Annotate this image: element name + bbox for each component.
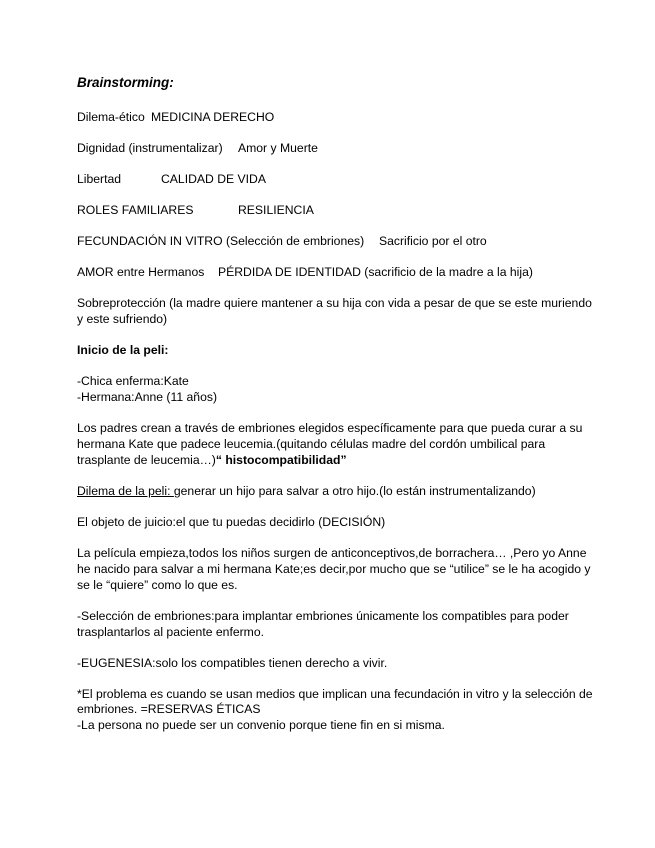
doc-title: Brainstorming: — [77, 75, 174, 90]
paragraph-line: se le “quiere” como lo que es. — [77, 578, 238, 592]
paragraph-line: -Selección de embriones:para implantar embriones únicamente los compatibles para poder — [77, 609, 569, 623]
list-item: -Chica enferma:Kate — [77, 374, 189, 388]
paragraph-line: y este sufriendo) — [77, 312, 168, 326]
row-text-left: Dilema-ético — [77, 110, 145, 124]
paragraph-line: he nacido para salvar a mi hermana Kate;es decir,por mucho que se “utilice” se le ha acogido y — [77, 562, 591, 576]
row-text-left: AMOR entre Hermanos — [77, 265, 205, 279]
underlined-label: Dilema de la peli: — [77, 484, 174, 498]
row-text-left: ROLES FAMILIARES — [77, 203, 194, 217]
paragraph-line: El objeto de juicio:el que tu puedas decidirlo (DECISIÓN) — [77, 515, 386, 529]
paragraph-text: trasplante de leucemia…) — [77, 453, 216, 467]
paragraph-line: Sobreprotección (la madre quiere mantener a su hija con vida a pesar de que se este muriendo — [77, 296, 592, 310]
paragraph-line: *El problema es cuando se usan medios que implican una fecundación in vitro y la selección de — [77, 687, 593, 701]
row-text-left: FECUNDACIÓN IN VITRO (Selección de embriones) — [77, 234, 365, 248]
row-text-right: PÉRDIDA DE IDENTIDAD (sacrificio de la madre a la hija) — [218, 265, 533, 279]
paragraph-line: embriones. =RESERVAS ÉTICAS — [77, 702, 261, 716]
paragraph-text: generar un hijo para salvar a otro hijo.(lo están instrumentalizando) — [173, 484, 536, 498]
row-amor — [77, 264, 533, 280]
paragraph-line: -La persona no puede ser un convenio porque tiene fin en si misma. — [77, 718, 445, 732]
row-libertad — [77, 171, 266, 187]
paragraph-line: hermana Kate que padece leucemia.(quitando células madre del cordón umbilical para — [77, 437, 546, 451]
paragraph-line: trasplantarlos al paciente enfermo. — [77, 625, 264, 639]
row-text-right: MEDICINA DERECHO — [151, 110, 275, 124]
row-dignidad — [77, 140, 318, 156]
row-text-right: RESILIENCIA — [238, 203, 314, 217]
row-text-left: Libertad — [77, 172, 122, 186]
section-heading: Inicio de la peli: — [77, 343, 169, 357]
row-text-right: Sacrificio por el otro — [379, 234, 487, 248]
row-text-right: CALIDAD DE VIDA — [161, 172, 266, 186]
bold-term: “ histocompatibilidad” — [215, 453, 347, 467]
list-item: -Hermana:Anne (11 años) — [77, 390, 218, 404]
row-dilema-etico — [77, 109, 274, 125]
paragraph-line: La película empieza,todos los niños surgen de anticonceptivos,de borrachera… ,Pero yo Anne — [77, 546, 587, 560]
row-roles — [77, 202, 314, 218]
row-text-right: Amor y Muerte — [238, 141, 318, 155]
paragraph-line: Los padres crean a través de embriones elegidos específicamente para que pueda curar a su — [77, 421, 583, 435]
row-text-left: Dignidad (instrumentalizar) — [77, 141, 223, 155]
dilema-line — [77, 483, 536, 499]
paragraph-line — [77, 452, 347, 468]
paragraph-line: -EUGENESIA:solo los compatibles tienen derecho a vivir. — [77, 656, 388, 670]
row-fecundacion — [77, 233, 487, 249]
